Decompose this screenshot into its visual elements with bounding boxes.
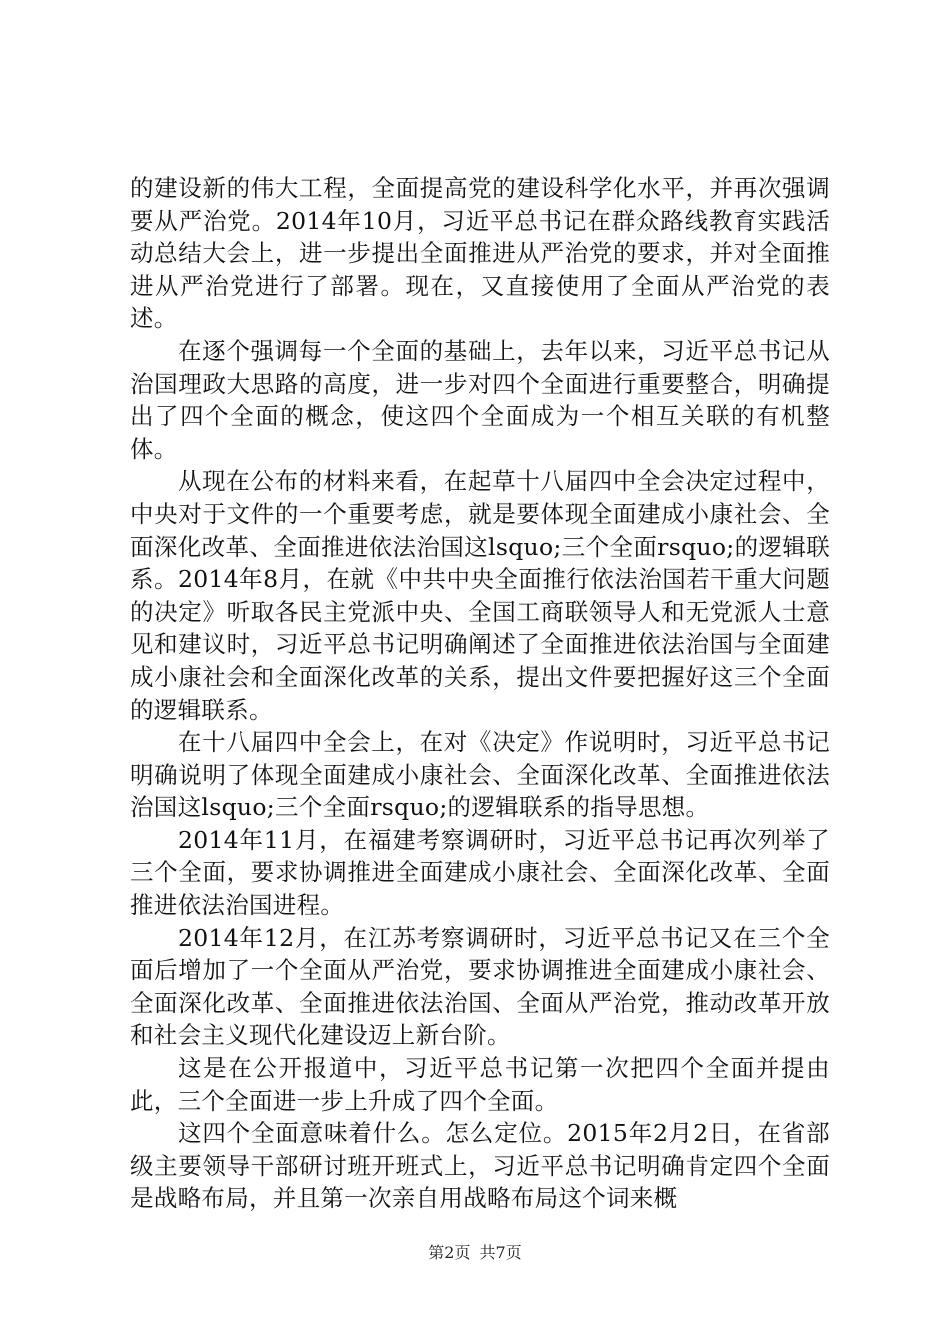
paragraph-continuation: 的建设新的伟大工程，全面提高党的建设科学化水平，并再次强调要从严治党。2014年10月，习近平总书记在群众路线教育实践活动总结大会上，进一步提出全面推进从严治党的要求，并对全面推进从严治党进行了部署。现在，又直接使用了全面从严治党的表述。 bbox=[130, 174, 830, 333]
paragraph: 2014年11月，在福建考察调研时，习近平总书记再次列举了三个全面，要求协调推进全面建成小康社会、全面深化改革、全面推进依法治国进程。 bbox=[130, 825, 830, 920]
page-total: 共7页 bbox=[479, 1243, 522, 1262]
paragraph: 2014年12月，在江苏考察调研时，习近平总书记又在三个全面后增加了一个全面从严治党，要求协调推进全面建成小康社会、全面深化改革、全面推进依法治国、全面从严治党，推动改革开放和社会主义现代化建设迈上新台阶。 bbox=[130, 923, 830, 1050]
paragraph: 在逐个强调每一个全面的基础上，去年以来，习近平总书记从治国理政大思路的高度，进一步对四个全面进行重要整合，明确提出了四个全面的概念，使这四个全面成为一个相互关联的有机整体。 bbox=[130, 336, 830, 463]
paragraph: 这四个全面意味着什么。怎么定位。2015年2月2日，在省部级主要领导干部研讨班开班式上，习近平总书记明确肯定四个全面是战略布局，并且第一次亲自用战略布局这个词来概 bbox=[130, 1119, 830, 1213]
paragraph: 这是在公开报道中，习近平总书记第一次把四个全面并提由此，三个全面进一步上升成了四个全面。 bbox=[130, 1054, 830, 1115]
page-footer bbox=[0, 1240, 950, 1263]
paragraph: 从现在公布的材料来看，在起草十八届四中全会决定过程中，中央对于文件的一个重要考虑，就是要体现全面建成小康社会、全面深化改革、全面推进依法治国这lsquo;三个全面rsquo;的逻辑联系。2014年8月，在就《中共中央全面推行依法治国若干重大问题的决定》听取各民主党派中央、全国工商联领导人和无党派人士意见和建议时，习近平总书记明确阐述了全面推进依法治国与全面建成小康社会和全面深化改革的关系，提出文件要把握好这三个全面的逻辑联系。 bbox=[130, 467, 830, 724]
paragraph: 在十八届四中全会上，在对《决定》作说明时，习近平总书记明确说明了体现全面建成小康社会、全面深化改革、全面推进依法治国这lsquo;三个全面rsquo;的逻辑联系的指导思想。 bbox=[130, 728, 830, 822]
page-number: 第2页 bbox=[428, 1243, 471, 1262]
document-body bbox=[130, 172, 830, 1215]
